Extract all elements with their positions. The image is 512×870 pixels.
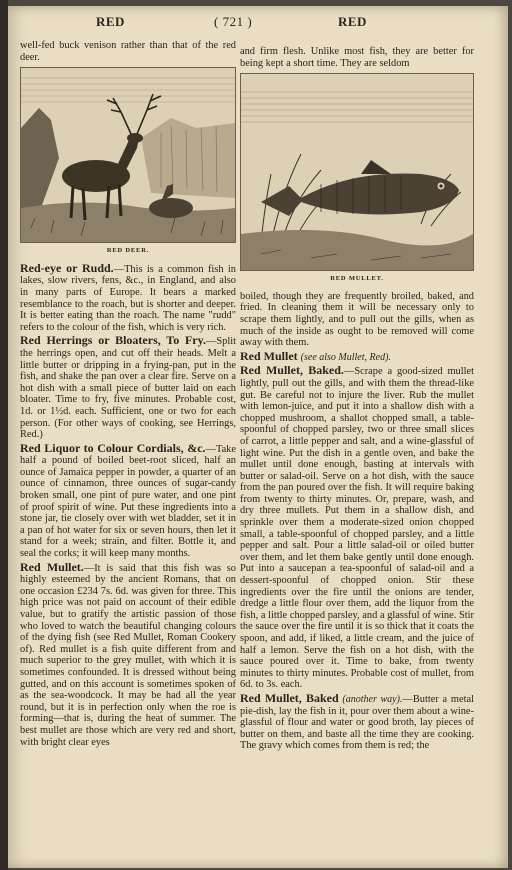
entry-red-mullet <box>20 559 237 749</box>
page-number: ( 721 ) <box>214 14 253 29</box>
cross-ref-see: (see also Mullet, Red). <box>300 351 391 363</box>
red-deer-caption: RED DEER. <box>106 247 150 255</box>
right-intro-text: and firm flesh. Unlike most fish, they are better for being kept a short time. They are seldom <box>240 46 474 69</box>
book-spine-shadow <box>0 0 8 870</box>
cross-reference-entry <box>240 348 474 364</box>
entry-red-mullet-baked <box>240 365 474 691</box>
entry-body: —Scrape a good-sized mullet lightly, pull out the gills, and with them the thread-like gut. Be careful not to injure the liver. Rub the mullet with lemon-juice, and put it into a shallow dish with a chopped mushroom, a shallot chopped small, a table-spoonful of chopped parsley, two or three small slices of carrot, a little pepper and salt, and a wine-glassful of light wine. Put the dish in a gentle oven, and bake the mullet until done enough, basting at intervals with butter or salad-oil. Serve on a hot dish, with the sauce from the pan poured over the fish. It will require baking from twenty to thirty minutes. Or, prepare, wash, and dry three mullets. Put them in a shallow dish, and sprinkle over them a moderate-sized onion chopped small, a table-spoonful of chopped parsley, and a little pepper and salt. Pour a little salad-oil or oiled butter over them, and let them bake gently until done enough. Put into a saucepan a tea-spoonful of salad-oil and a dessert-spoonful of chopped onion. Stir these ingredients over the fire until the onions are tender, dredge a little flour over them, add the liquor from the fish, a little chopped parsley, and a glassful of wine. Stir the sauce over the fire until it is so thick that it coats the spoon, and add, if liked, a little cream, and the juice of half a lemon. Serve the fish on a hot dish, with the sauce poured over it. Time to bake, from twenty minutes to thirty minutes. Probable cost of mullet, from 6d. to 3s. each. <box>240 366 474 691</box>
entry-body: —Take half a pound of boiled beet-root sliced, half an ounce of Jamaica pepper in powder, a quarter of an ounce of cinnamon, three ounces of sugar-candy broken small, one pint of pure water, and one pint of proof spirit of wine. Put these ingredients into a stone jar, tie closely over with wet bladder, set it in a pan of hot water for six or seven hours, then let it stand for a week; strain, and filter. Bottle it, and seal the corks; it will keep many months. <box>20 443 236 560</box>
header-right-word: RED <box>338 14 367 29</box>
right-continuation-text: boiled, though they are frequently broiled, baked, and fried. In cleaning them it will be necessary only to scrape them lightly, and to pull out the gills, when as much of the inside as ought to be removed will come away with them. <box>240 290 474 349</box>
header-left-word: RED <box>96 14 125 29</box>
page-header <box>8 14 508 34</box>
left-column <box>20 40 236 750</box>
entry-red-eye-rudd <box>20 260 236 334</box>
entry-title: Red Mullet. <box>20 559 84 574</box>
entry-title: Red-eye or Rudd. <box>20 260 114 275</box>
entry-body: —Butter a metal pie-dish, lay the fish in it, pour over them about a wine-glassful of flour and water or good broth, lay pieces of butter on them, and baste all the time they are cooking. The gravy which comes from them is red; the <box>240 693 474 752</box>
entry-title: Red Mullet, Baked <box>240 690 339 705</box>
entry-red-herrings <box>20 335 236 440</box>
entry-body: —It is said that this fish was so highly esteemed by the ancient Romans, that on one occasion £234 7s. 6d. was given for three. This high price was not paid on account of their edible value, but to gratify the artistic passion of those who loved to watch the beautiful changing colours of the dying fish (see Red Mullet, Roman Cookery of). Red mullet is a fish quite different from and much superior to the grey mullet, with which it is sometimes confounded. It is dressed without being gutted, and on this account is sometimes spoken of as the sea-woodcock. It may be had all the year round, but it is in perfection only when the roe is forming—that is, during the heat of summer. The best mullet are those which are very red and short, with bright clear eyes <box>20 562 237 748</box>
left-intro-text: well-fed buck venison rather than that of the red deer. <box>20 40 236 63</box>
entry-title: Red Liquor to Colour Cordials, &c. <box>20 440 206 455</box>
red-deer-engraving <box>21 68 235 242</box>
cross-ref-title: Red Mullet <box>240 348 298 363</box>
red-mullet-engraving <box>241 74 473 270</box>
right-column <box>240 46 474 754</box>
entry-red-liquor <box>20 440 236 560</box>
entry-title-suffix: (another way). <box>342 693 403 705</box>
entry-body: —This is a common fish in lakes, slow rivers, fens, &c., in England, and also in many parts of Europe. It bears a marked resemblance to the roach, but is shorter and deeper. It is better eating than the roach. The name "rudd" refers to the colour of the fish, which is very rich. <box>20 263 236 333</box>
red-mullet-illustration <box>240 73 474 271</box>
entry-red-mullet-baked-another <box>240 690 474 752</box>
entry-title: Red Mullet, Baked. <box>240 363 344 378</box>
book-page <box>8 6 508 868</box>
entry-body: —Split the herrings open, and cut off their heads. Melt a little butter or dripping in a frying-pan, put in the fish, and shake the pan over a clear fire. Serve on a hot dish with a small piece of butter laid on each bloater. Time to fry, five minutes. Probable cost, 1d. or 1½d. each. Sufficient, one or two for each person. (For other ways of cooking, see Herrings, Red.) <box>20 336 236 441</box>
entry-title: Red Herrings or Bloaters, To Fry. <box>20 333 206 348</box>
red-deer-illustration <box>20 67 236 243</box>
red-mullet-caption: RED MULLET. <box>330 275 384 283</box>
